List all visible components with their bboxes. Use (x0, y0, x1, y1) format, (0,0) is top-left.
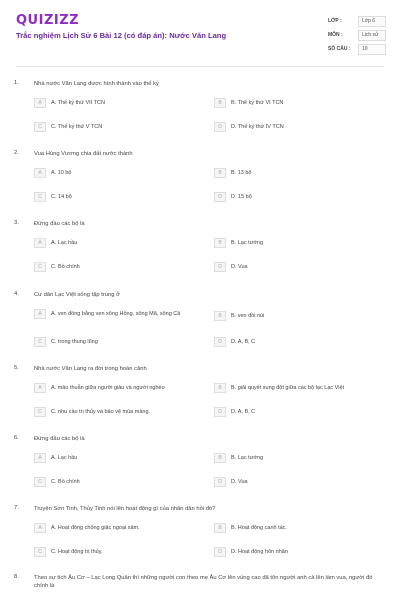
question-number: 8. (14, 574, 19, 580)
option-text: A. Lạc hầu (51, 240, 78, 246)
option-text: C. Bồ chính (51, 479, 80, 485)
question-text: Truyện Sơn Tinh, Thủy Tinh nói lên hoạt động gì của nhân dân hồi đó? (34, 506, 216, 512)
question-text: Vua Hùng Vương chia đất nước thành (34, 151, 133, 157)
option-letter: A (34, 238, 46, 248)
question-number: 6. (14, 435, 19, 441)
option-letter: D (214, 262, 226, 272)
option-letter: D (214, 407, 226, 417)
option-letter: B (214, 168, 226, 178)
option-letter: D (214, 122, 226, 132)
option-letter: C (34, 337, 46, 347)
option-letter: B (214, 383, 226, 393)
question-text: Nhà nước Văn Lang ra đời trong hoàn cảnh (34, 366, 147, 372)
option-letter: C (34, 407, 46, 417)
option-letter: A (34, 523, 46, 533)
question-text: Theo sự tích Âu Cơ – Lạc Long Quân thì những người con theo mẹ Âu Cơ lên vùng cao đã tôn người anh cả lên làm vua, người đó chính là (34, 575, 373, 589)
option-text: D. Vua (231, 264, 248, 270)
option-text: B. ven đồi núi (231, 313, 265, 319)
option-text: A. Thế kỷ thứ VII TCN (51, 100, 105, 106)
question-number: 2. (14, 150, 19, 156)
option-text: A. mâu thuẫn giữa người giàu và người nghèo (51, 385, 165, 391)
option-letter: C (34, 192, 46, 202)
option-text: C. 14 bộ (51, 194, 72, 200)
option-text: D. A, B, C (231, 339, 256, 345)
option-letter: A (34, 383, 46, 393)
option-letter: A (34, 98, 46, 108)
question-number: 4. (14, 291, 19, 297)
question-text: Đứng đầu các bộ là (34, 436, 85, 442)
option-letter: C (34, 477, 46, 487)
option-letter: A (34, 453, 46, 463)
question-text: Đứng đầu các bộ là (34, 221, 85, 227)
option-letter: A (34, 309, 46, 319)
header-divider (16, 66, 384, 67)
quizizz-logo: QUIZIZZ (16, 13, 80, 28)
option-text: A. Lạc hầu (51, 455, 78, 461)
question-number: 1. (14, 80, 19, 86)
option-letter: C (34, 122, 46, 132)
option-letter: B (214, 238, 226, 248)
option-letter: B (214, 453, 226, 463)
option-letter: B (214, 311, 226, 321)
option-text: D. Hoạt động hôn nhân (231, 549, 288, 555)
question-number: 7. (14, 505, 19, 511)
question-number: 5. (14, 365, 19, 371)
header (0, 0, 400, 62)
meta-value: Lớp 6 (358, 16, 386, 27)
option-text: B. Lạc tướng (231, 240, 264, 246)
option-letter: A (34, 168, 46, 178)
option-letter: D (214, 337, 226, 347)
meta-label: SỐ CÂU : (328, 46, 351, 52)
option-letter: C (34, 262, 46, 272)
option-text: A. 10 bộ (51, 170, 72, 176)
question-text: Cư dân Lạc Việt sống tập trung ở (34, 292, 120, 298)
option-text: B. Hoạt động canh tác. (231, 525, 287, 531)
option-text: C. Hoạt động trị thủy. (51, 549, 103, 555)
meta-value: 10 (358, 44, 386, 55)
option-text: C. trong thung lũng (51, 339, 98, 345)
option-letter: C (34, 547, 46, 557)
meta-label: LỚP : (328, 18, 342, 24)
question-number: 3. (14, 220, 19, 226)
option-text: B. giải quyết xung đột giữa các bộ lạc Lạc Việt (231, 385, 345, 391)
option-text: D. A, B, C (231, 409, 256, 415)
option-text: A. ven đồng bằng ven sông Hồng, sông Mã, sông Cả (51, 311, 181, 317)
option-text: D. 15 bộ (231, 194, 252, 200)
option-text: D. Vua (231, 479, 248, 485)
option-letter: B (214, 98, 226, 108)
option-text: B. Lạc tướng (231, 455, 264, 461)
page-title: Trắc nghiệm Lịch Sử 6 Bài 12 (có đáp án): Nước Văn Lang (16, 31, 227, 40)
option-text: C. Thế kỷ thứ V TCN (51, 124, 103, 130)
meta-label: MÔN : (328, 32, 343, 38)
option-text: C. nhu cầu trị thủy và bảo vệ mùa màng. (51, 409, 151, 415)
option-letter: D (214, 477, 226, 487)
meta-value: Lịch sử (358, 30, 386, 41)
option-letter: B (214, 523, 226, 533)
option-text: D. Thế kỷ thứ IV TCN (231, 124, 284, 130)
option-text: C. Bồ chính (51, 264, 80, 270)
option-letter: D (214, 192, 226, 202)
option-text: B. 13 bộ (231, 170, 252, 176)
option-text: A. Hoạt động chống giặc ngoại xâm. (51, 525, 140, 531)
option-letter: D (214, 547, 226, 557)
question-text: Nhà nước Văn Lang được hình thành vào thế kỷ (34, 81, 159, 87)
option-text: B. Thế kỷ thứ VI TCN (231, 100, 284, 106)
